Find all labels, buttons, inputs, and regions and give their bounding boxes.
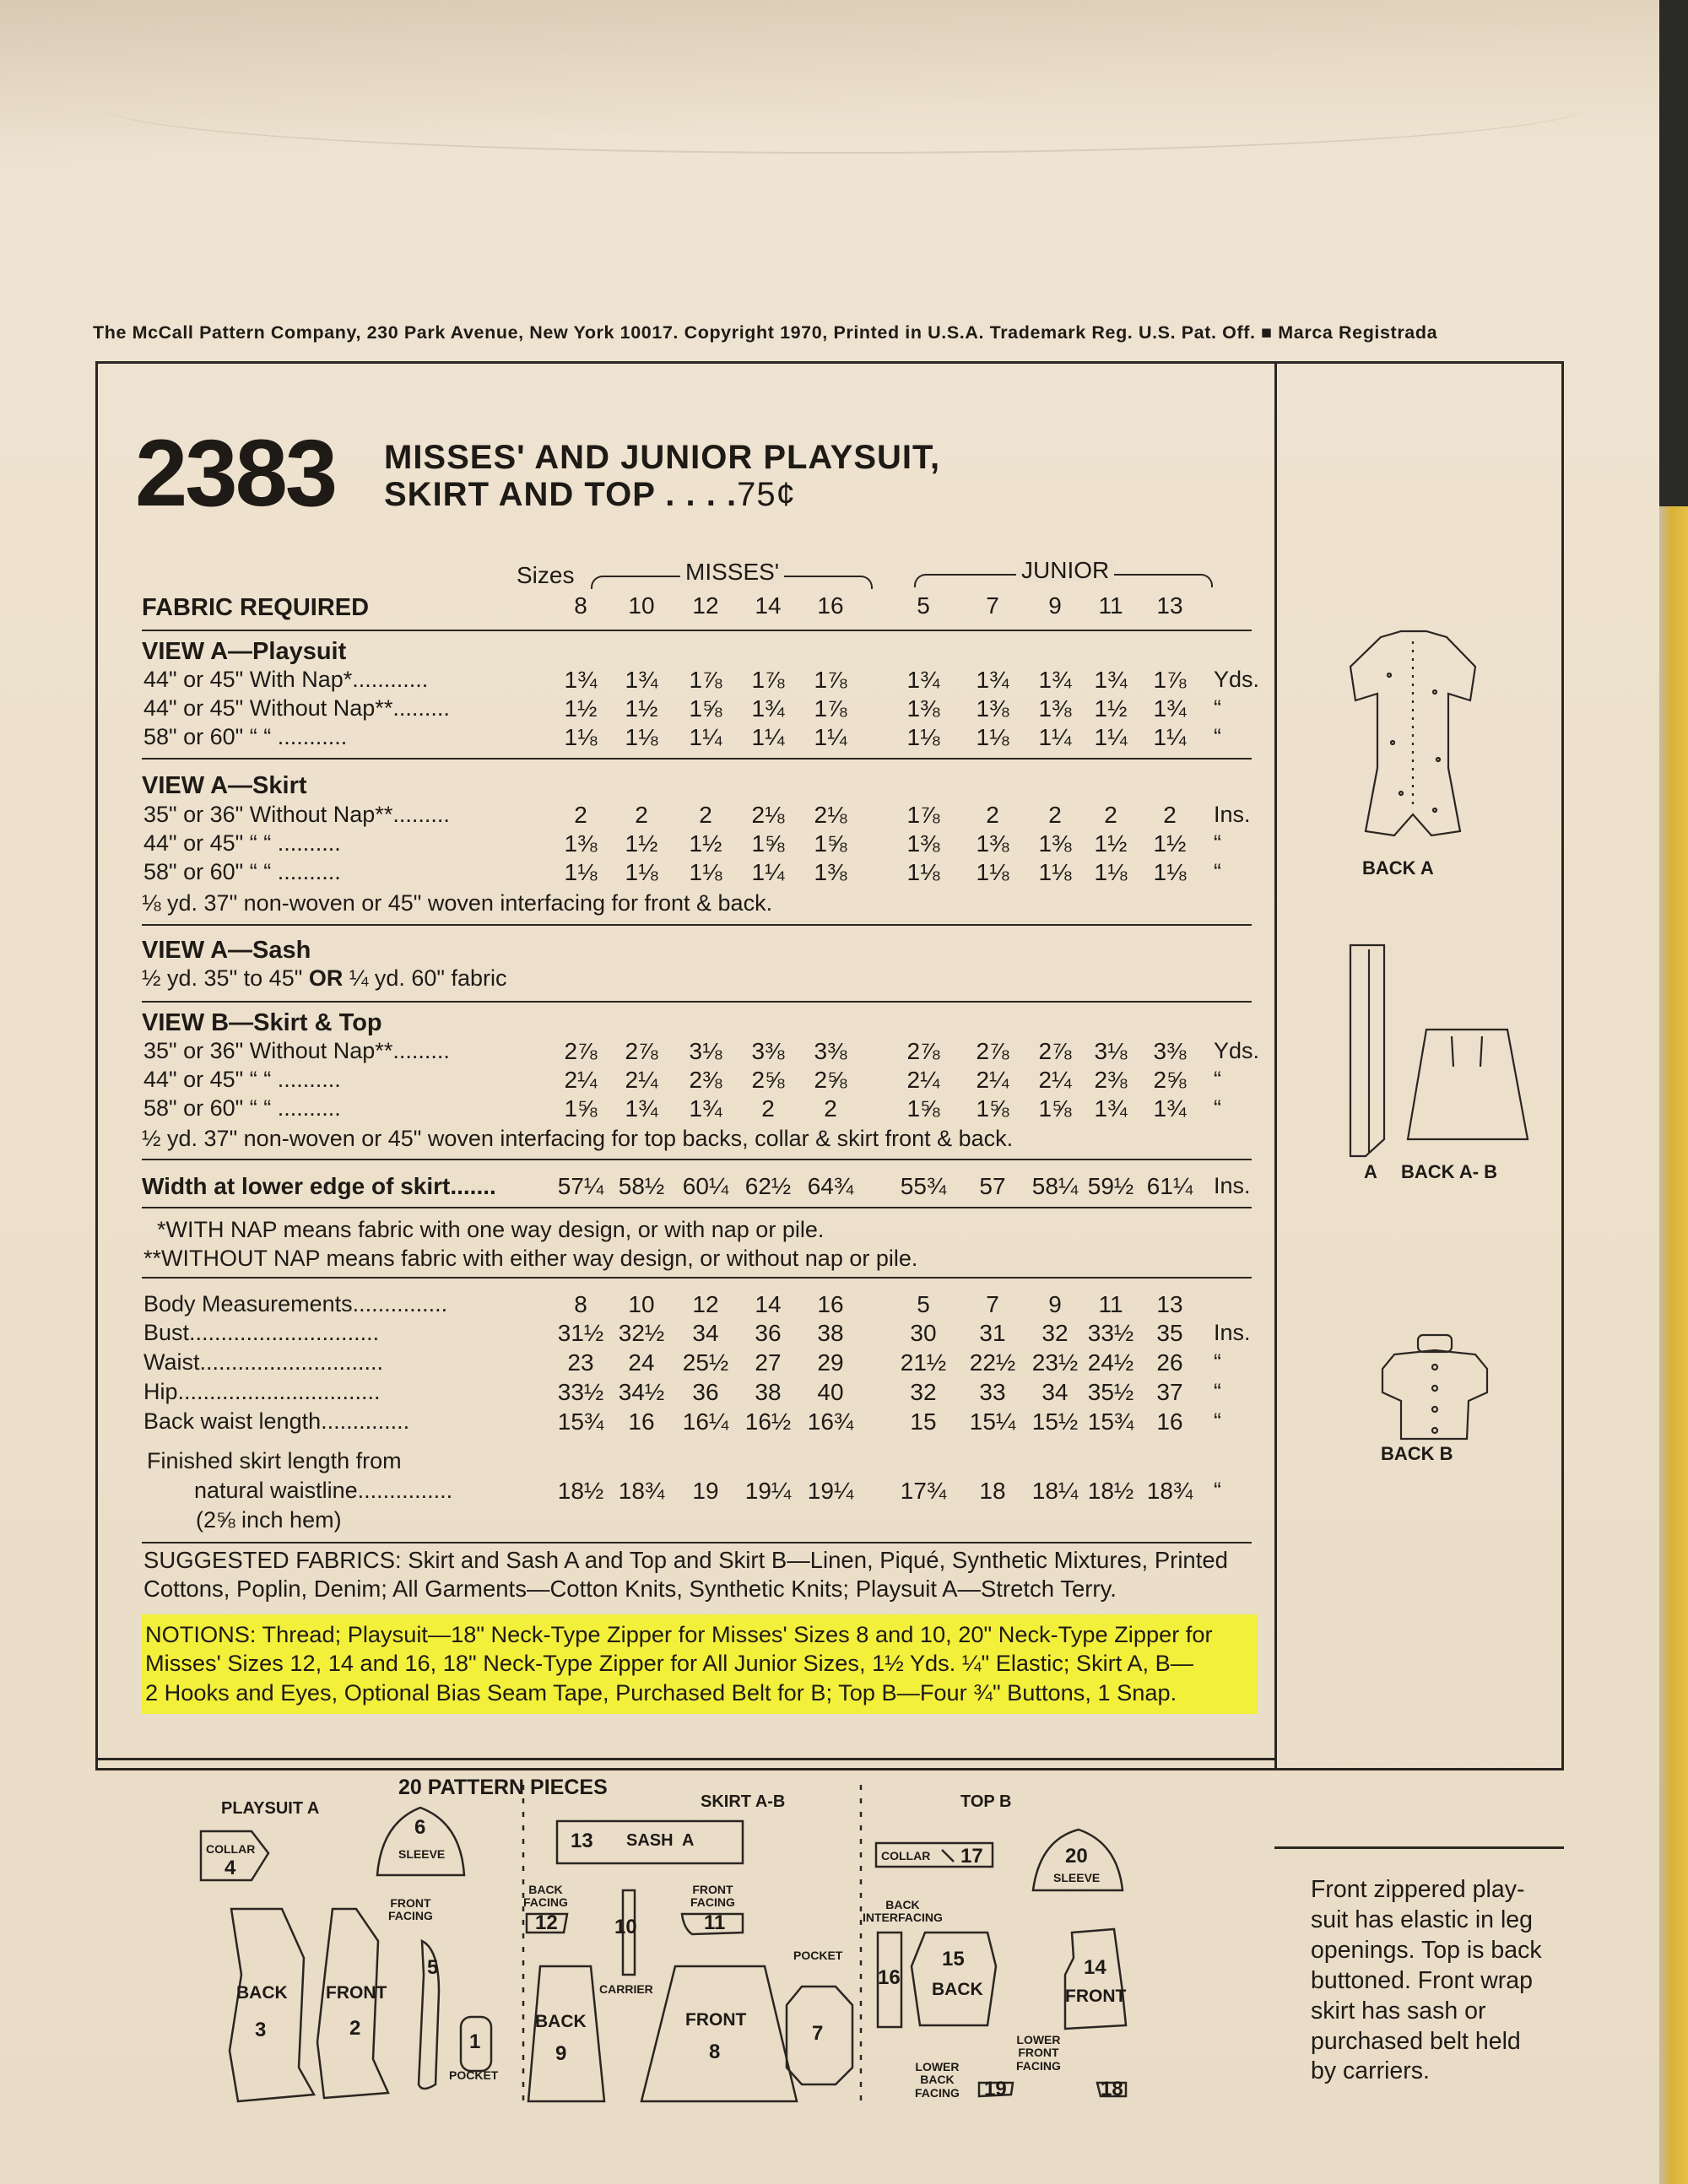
skirt-ab-label: SKIRT A-B	[701, 1792, 786, 1811]
sash-label: SASH A	[626, 1831, 695, 1850]
view-b-value: 1¾	[1153, 1095, 1187, 1122]
fabric-required-heading: FABRIC REQUIRED	[142, 594, 370, 621]
view-b-heading: VIEW B—Skirt & Top	[142, 1009, 382, 1036]
view-b-value: 2⅝	[814, 1067, 847, 1093]
top-sleeve-label: SLEEVE	[1053, 1871, 1101, 1884]
body-value: 34	[1041, 1379, 1069, 1405]
view-b-value: 1⅝	[906, 1095, 940, 1122]
body-value: 24	[628, 1349, 655, 1376]
body-unit: Ins.	[1214, 1320, 1251, 1345]
pattern-pieces-title: 20 PATTERN PIECES	[398, 1776, 608, 1799]
skirt-a-value: 1⅜	[906, 830, 940, 857]
front-label: FRONT	[326, 1983, 387, 2003]
skirt-pocket-label: POCKET	[793, 1949, 843, 1962]
body-row-label: Bust..............................	[143, 1320, 380, 1345]
playsuit-unit: “	[1214, 724, 1221, 749]
view-b-value: 1⅝	[564, 1095, 598, 1122]
skirt-a-value: 1⅜	[564, 830, 598, 857]
size-13: 13	[1156, 592, 1183, 619]
skirt-a-value: 1⅜	[814, 859, 847, 885]
body-size: 13	[1156, 1291, 1183, 1317]
view-b-value: 2⅜	[689, 1067, 722, 1093]
playsuit-value: 1⅞	[814, 695, 847, 722]
finished-value: 18¾	[618, 1478, 665, 1504]
skirt-a-value: 1⅛	[625, 859, 658, 885]
playsuit-value: 1¼	[814, 724, 847, 750]
size-11: 11	[1098, 592, 1123, 619]
skirt-a-value: 2	[1163, 802, 1177, 828]
view-b-value: 3⅜	[1153, 1038, 1187, 1064]
body-size: 9	[1048, 1291, 1062, 1317]
playsuit-value: 1⅞	[751, 667, 785, 693]
body-value: 23½	[1031, 1349, 1079, 1376]
playsuit-value: 1¼	[751, 724, 785, 750]
back-facing-label: BACK FACING	[523, 1883, 568, 1910]
skirt-a-unit: Ins.	[1214, 802, 1251, 827]
front-number: 2	[349, 2017, 361, 2040]
view-a-skirt-heading: VIEW A—Skirt	[142, 772, 307, 799]
sash-sketch	[1350, 945, 1384, 1156]
body-value: 23	[567, 1349, 594, 1376]
front-facing-label: FRONT FACING	[388, 1896, 433, 1923]
body-unit: “	[1214, 1379, 1221, 1404]
size-8: 8	[574, 592, 587, 619]
body-value: 33½	[1087, 1320, 1134, 1346]
body-value: 16½	[744, 1408, 792, 1435]
finished-value: 19¼	[744, 1478, 792, 1504]
body-value: 35½	[1087, 1379, 1134, 1405]
junior-label: JUNIOR	[1016, 559, 1114, 582]
body-value: 30	[910, 1320, 937, 1346]
body-value: 26	[1156, 1349, 1183, 1376]
skirt-a-value: 2	[574, 802, 587, 828]
view-b-note: ½ yd. 37" non-woven or 45" woven interfacing for top backs, collar & skirt front & back.	[142, 1126, 1014, 1151]
finished-value: 19	[692, 1478, 719, 1504]
playsuit-row-label: 58" or 60" “ “ ...........	[143, 724, 348, 749]
playsuit-value: 1¾	[751, 695, 785, 722]
body-value: 34	[692, 1320, 719, 1346]
back-interfacing-label: BACK INTERFACING	[863, 1898, 943, 1925]
playsuit-value: 1⅛	[976, 724, 1009, 750]
view-b-value: 2⅞	[564, 1038, 598, 1064]
view-b-value: 1⅝	[976, 1095, 1009, 1122]
body-unit: “	[1214, 1408, 1221, 1434]
playsuit-row-label: 44" or 45" With Nap*............	[143, 667, 429, 692]
carrier-number: 10	[614, 1916, 637, 1938]
body-size: 5	[917, 1291, 930, 1317]
playsuit-value: 1¾	[625, 667, 658, 693]
body-size: 7	[986, 1291, 999, 1317]
body-value: 31½	[557, 1320, 604, 1346]
view-a-skirt-note: ⅛ yd. 37" non-woven or 45" woven interfacing for front & back.	[142, 890, 773, 916]
body-value: 15¾	[557, 1408, 604, 1435]
view-b-value: 1¾	[1094, 1095, 1128, 1122]
size-14: 14	[755, 592, 782, 619]
body-row-label: Back waist length..............	[143, 1408, 410, 1434]
back-ab-label: BACK A- B	[1401, 1161, 1498, 1182]
playsuit-row-label: 44" or 45" Without Nap**.........	[143, 695, 450, 721]
sidebar-description: Front zippered play-suit has elastic in leg openings. Top is back buttoned. Front wrap skirt has sash or purchased belt held by carriers.	[1311, 1876, 1542, 2085]
back-b-sketch	[1382, 1350, 1487, 1439]
body-value: 16¼	[682, 1408, 729, 1435]
back-b-label: BACK B	[1381, 1443, 1453, 1464]
skirt-a-value: 1⅛	[1038, 859, 1072, 885]
size-12: 12	[692, 592, 719, 619]
size-5: 5	[917, 592, 930, 619]
view-b-value: 1¾	[689, 1095, 722, 1122]
view-b-value: 2⅞	[625, 1038, 658, 1064]
width-lower-edge-label: Width at lower edge of skirt.......	[142, 1173, 496, 1199]
playsuit-value: 1⅜	[976, 695, 1009, 722]
top-front-number: 14	[1084, 1956, 1106, 1979]
carrier-label: CARRIER	[599, 1982, 653, 1996]
publisher-line: The McCall Pattern Company, 230 Park Avenue, New York 10017. Copyright 1970, Printed in U.S.A. Trademark Reg. U.S. Pat. Off. ■ Marca Registrada	[93, 322, 1438, 343]
playsuit-value: 1⅝	[689, 695, 722, 722]
skirt-a-value: 2	[1048, 802, 1062, 828]
size-10: 10	[628, 592, 655, 619]
playsuit-unit: “	[1214, 695, 1221, 721]
view-b-value: 2¼	[976, 1067, 1009, 1093]
sash-note-or: OR	[308, 965, 344, 991]
sleeve-number: 6	[414, 1816, 426, 1839]
playsuit-value: 1¾	[976, 667, 1009, 693]
body-value: 16	[1156, 1408, 1183, 1435]
top-front-label: FRONT	[1065, 1987, 1127, 2006]
skirt-a-row-label: 58" or 60" “ “ ..........	[143, 859, 341, 884]
view-b-value: 3⅛	[1094, 1038, 1128, 1064]
skirt-a-value: 2	[986, 802, 999, 828]
suggested-fabrics-line-1: SUGGESTED FABRICS: Skirt and Sash A and Top and Skirt B—Linen, Piqué, Synthetic Mixtures, Printed	[143, 1547, 1228, 1573]
finished-label-3: (2⅝ inch hem)	[196, 1507, 342, 1533]
back-a-label: BACK A	[1362, 857, 1434, 878]
body-value: 35	[1156, 1320, 1183, 1346]
body-value: 36	[692, 1379, 719, 1405]
back-number: 3	[255, 2019, 267, 2041]
view-b-value: 1¾	[625, 1095, 658, 1122]
skirt-back-label: BACK	[535, 2012, 587, 2031]
skirt-a-value: 2	[1104, 802, 1117, 828]
skirt-a-value: 1¼	[751, 859, 785, 885]
skirt-front-facing-number: 11	[704, 1911, 726, 1934]
finished-label-2: natural waistline...............	[194, 1478, 453, 1503]
title-line-1: MISSES' AND JUNIOR PLAYSUIT,	[384, 439, 941, 476]
skirt-a-value: 1⅛	[906, 859, 940, 885]
playsuit-value: 1¼	[1038, 724, 1072, 750]
view-b-value: 2	[761, 1095, 775, 1122]
lower-front-facing-label: LOWER FRONT FACING	[1016, 2033, 1061, 2073]
finished-unit: “	[1214, 1478, 1221, 1503]
body-value: 38	[817, 1320, 844, 1346]
view-b-value: 2¼	[625, 1067, 658, 1093]
view-b-row-label: 35" or 36" Without Nap**.........	[143, 1038, 450, 1063]
view-b-unit: Yds.	[1214, 1038, 1260, 1063]
skirt-a-unit: “	[1214, 859, 1221, 884]
size-7: 7	[986, 592, 999, 619]
top-sleeve-number: 20	[1065, 1845, 1088, 1868]
finished-value: 18½	[1087, 1478, 1134, 1504]
sleeve-label: SLEEVE	[398, 1847, 446, 1861]
view-b-value: 1⅝	[1038, 1095, 1072, 1122]
playsuit-value: 1¾	[1038, 667, 1072, 693]
finished-value: 18¼	[1031, 1478, 1079, 1504]
top-collar-label: COLLAR	[881, 1849, 931, 1862]
body-value: 27	[755, 1349, 782, 1376]
pattern-number: 2383	[135, 420, 336, 526]
skirt-a-value: 1⅞	[906, 802, 940, 828]
body-value: 16¾	[807, 1408, 854, 1435]
body-value: 15½	[1031, 1408, 1079, 1435]
skirt-a-row-label: 35" or 36" Without Nap**.........	[143, 802, 450, 827]
skirt-pocket-number: 7	[812, 2022, 824, 2045]
body-value: 22½	[969, 1349, 1016, 1376]
skirt-front-number: 8	[709, 2041, 721, 2063]
view-b-value: 2¼	[564, 1067, 598, 1093]
body-value: 24½	[1087, 1349, 1134, 1376]
skirt-a-value: 1½	[689, 830, 722, 857]
body-size: 12	[692, 1291, 719, 1317]
skirt-a-unit: “	[1214, 830, 1221, 856]
sash-number: 13	[571, 1830, 593, 1852]
view-b-value: 2	[824, 1095, 837, 1122]
view-a-sash-heading: VIEW A—Sash	[142, 937, 311, 964]
skirt-front-label: FRONT	[685, 2010, 747, 2030]
suggested-fabrics-line-2: Cottons, Poplin, Denim; All Garments—Cotton Knits, Synthetic Knits; Playsuit A—Stretch Terry.	[143, 1575, 1117, 1602]
width-value: 57¼	[557, 1173, 604, 1199]
playsuit-value: 1⅜	[1038, 695, 1072, 722]
title-text: SKIRT AND TOP . . . .	[384, 476, 738, 513]
playsuit-value: 1¾	[1153, 695, 1187, 722]
width-value: 58½	[618, 1173, 665, 1199]
body-value: 33½	[557, 1379, 604, 1405]
collar-label: COLLAR	[206, 1842, 256, 1856]
skirt-a-value: 1⅜	[976, 830, 1009, 857]
body-value: 29	[817, 1349, 844, 1376]
body-value: 21½	[900, 1349, 947, 1376]
playsuit-value: 1¼	[689, 724, 722, 750]
back-ab-skirt-sketch	[1408, 1030, 1528, 1139]
skirt-a-row-label: 44" or 45" “ “ ..........	[143, 830, 341, 856]
body-value: 37	[1156, 1379, 1183, 1405]
body-value: 34½	[618, 1379, 665, 1405]
finished-label-1: Finished skirt length from	[147, 1448, 402, 1473]
skirt-a-value: 1⅛	[689, 859, 722, 885]
skirt-a-value: 2	[699, 802, 712, 828]
sash-note-suffix: ¼ yd. 60" fabric	[349, 965, 507, 991]
width-value: 62½	[744, 1173, 792, 1199]
lower-front-facing-number: 18	[1101, 2078, 1123, 2100]
skirt-a-value: 1⅜	[1038, 830, 1072, 857]
width-value: 64¾	[807, 1173, 854, 1199]
body-size: 11	[1098, 1291, 1123, 1317]
body-value: 40	[817, 1379, 844, 1405]
playsuit-a-label: PLAYSUIT A	[221, 1799, 320, 1818]
playsuit-value: 1⅜	[906, 695, 940, 722]
top-b-label: TOP B	[960, 1792, 1012, 1811]
body-value: 25½	[682, 1349, 729, 1376]
top-collar-number: 17	[960, 1845, 983, 1868]
view-b-unit: “	[1214, 1067, 1221, 1092]
body-value: 31	[979, 1320, 1006, 1346]
view-b-value: 2¼	[1038, 1067, 1072, 1093]
view-b-value: 3⅜	[814, 1038, 847, 1064]
notions-line-3: 2 Hooks and Eyes, Optional Bias Seam Tape, Purchased Belt for B; Top B—Four ¾" Buttons, 1 Snap.	[145, 1679, 1177, 1706]
playsuit-value: 1¾	[906, 667, 940, 693]
front-facing-number: 5	[427, 1956, 439, 1979]
size-16: 16	[817, 592, 844, 619]
view-a-playsuit-heading: VIEW A—Playsuit	[142, 638, 347, 665]
top-back-number: 15	[942, 1948, 965, 1970]
skirt-a-value: 2⅛	[814, 802, 847, 828]
body-measurements-label: Body Measurements...............	[143, 1291, 448, 1316]
playsuit-value: 1⅞	[814, 667, 847, 693]
skirt-a-value: 1½	[1094, 830, 1128, 857]
width-unit: Ins.	[1214, 1173, 1251, 1198]
back-facing-number: 12	[535, 1911, 558, 1934]
finished-value: 18¾	[1146, 1478, 1193, 1504]
body-value: 38	[755, 1379, 782, 1405]
skirt-a-value: 1½	[625, 830, 658, 857]
playsuit-unit: Yds.	[1214, 667, 1260, 692]
skirt-a-value: 1⅛	[976, 859, 1009, 885]
view-b-value: 2⅜	[1094, 1067, 1128, 1093]
width-value: 55¾	[900, 1173, 947, 1199]
price: 75¢	[737, 476, 796, 513]
body-value: 16	[628, 1408, 655, 1435]
back-interfacing-number: 16	[878, 1966, 901, 1989]
body-size: 10	[628, 1291, 655, 1317]
body-value: 15¼	[969, 1408, 1016, 1435]
skirt-a-value: 2⅛	[751, 802, 785, 828]
width-value: 60¼	[682, 1173, 729, 1199]
finished-value: 18½	[557, 1478, 604, 1504]
width-value: 57	[979, 1173, 1006, 1199]
sizes-label: Sizes	[517, 562, 575, 588]
finished-value: 19¼	[807, 1478, 854, 1504]
body-size: 8	[574, 1291, 587, 1317]
playsuit-value: 1½	[1094, 695, 1128, 722]
pocket-number: 1	[469, 2030, 481, 2053]
width-value: 61¼	[1146, 1173, 1193, 1199]
body-size: 14	[755, 1291, 782, 1317]
view-b-value: 3⅛	[689, 1038, 722, 1064]
sash-note-prefix: ½ yd. 35" to 45"	[142, 965, 303, 991]
misses-label: MISSES'	[680, 560, 784, 584]
body-size: 16	[817, 1291, 844, 1317]
playsuit-value: 1⅛	[564, 724, 598, 750]
lower-back-facing-label: LOWER BACK FACING	[915, 2060, 960, 2100]
skirt-a-value: 1⅝	[751, 830, 785, 857]
with-nap-note: *WITH NAP means fabric with one way design, or with nap or pile.	[157, 1217, 825, 1242]
body-unit: “	[1214, 1349, 1221, 1375]
playsuit-value: 1¼	[1094, 724, 1128, 750]
playsuit-value: 1¾	[564, 667, 598, 693]
body-value: 15¾	[1087, 1408, 1134, 1435]
playsuit-value: 1⅛	[906, 724, 940, 750]
body-value: 36	[755, 1320, 782, 1346]
playsuit-value: 1¾	[1094, 667, 1128, 693]
playsuit-value: 1½	[625, 695, 658, 722]
view-b-value: 2⅝	[751, 1067, 785, 1093]
playsuit-value: 1½	[564, 695, 598, 722]
view-b-row-label: 44" or 45" “ “ ..........	[143, 1067, 341, 1092]
skirt-a-value: 1⅝	[814, 830, 847, 857]
skirt-a-value: 1½	[1153, 830, 1187, 857]
skirt-front-facing-label: FRONT FACING	[690, 1883, 735, 1910]
width-value: 58¼	[1031, 1173, 1079, 1199]
skirt-a-value: 1⅛	[1094, 859, 1128, 885]
skirt-a-value: 1⅛	[1153, 859, 1187, 885]
playsuit-value: 1¼	[1153, 724, 1187, 750]
view-b-unit: “	[1214, 1095, 1221, 1121]
body-value: 15	[910, 1408, 937, 1435]
collar-number: 4	[225, 1857, 236, 1879]
size-9: 9	[1048, 592, 1062, 619]
back-a-sketch	[1350, 631, 1475, 835]
body-row-label: Waist.............................	[143, 1349, 384, 1375]
finished-value: 18	[979, 1478, 1006, 1504]
skirt-a-value: 1⅛	[564, 859, 598, 885]
body-value: 32½	[618, 1320, 665, 1346]
body-value: 32	[1041, 1320, 1069, 1346]
playsuit-value: 1⅞	[689, 667, 722, 693]
view-b-value: 3⅜	[751, 1038, 785, 1064]
playsuit-value: 1⅞	[1153, 667, 1187, 693]
body-value: 33	[979, 1379, 1006, 1405]
width-value: 59½	[1087, 1173, 1134, 1199]
view-b-value: 2⅞	[1038, 1038, 1072, 1064]
view-b-value: 2¼	[906, 1067, 940, 1093]
sash-a-label: A	[1364, 1161, 1377, 1182]
view-b-value: 2⅞	[976, 1038, 1009, 1064]
view-b-value: 2⅝	[1153, 1067, 1187, 1093]
notions-line-2: Misses' Sizes 12, 14 and 16, 18" Neck-Type Zipper for All Junior Sizes, 1½ Yds. ¼" Elastic; Skirt A, B—	[145, 1650, 1193, 1677]
skirt-back-number: 9	[555, 2042, 567, 2065]
playsuit-value: 1⅛	[625, 724, 658, 750]
body-row-label: Hip................................	[143, 1379, 381, 1404]
finished-value: 17¾	[900, 1478, 947, 1504]
pocket-label: POCKET	[449, 2068, 499, 2082]
back-label: BACK	[236, 1983, 288, 2003]
without-nap-note: **WITHOUT NAP means fabric with either way design, or without nap or pile.	[143, 1246, 918, 1271]
view-b-value: 2⅞	[906, 1038, 940, 1064]
view-b-row-label: 58" or 60" “ “ ..........	[143, 1095, 341, 1121]
notions-line-1: NOTIONS: Thread; Playsuit—18" Neck-Type Zipper for Misses' Sizes 8 and 10, 20" Neck-Type Zipper for	[145, 1621, 1213, 1647]
body-value: 32	[910, 1379, 937, 1405]
lower-back-facing-number: 19	[984, 2078, 1007, 2100]
skirt-a-value: 2	[635, 802, 648, 828]
top-back-label: BACK	[932, 1980, 983, 1999]
